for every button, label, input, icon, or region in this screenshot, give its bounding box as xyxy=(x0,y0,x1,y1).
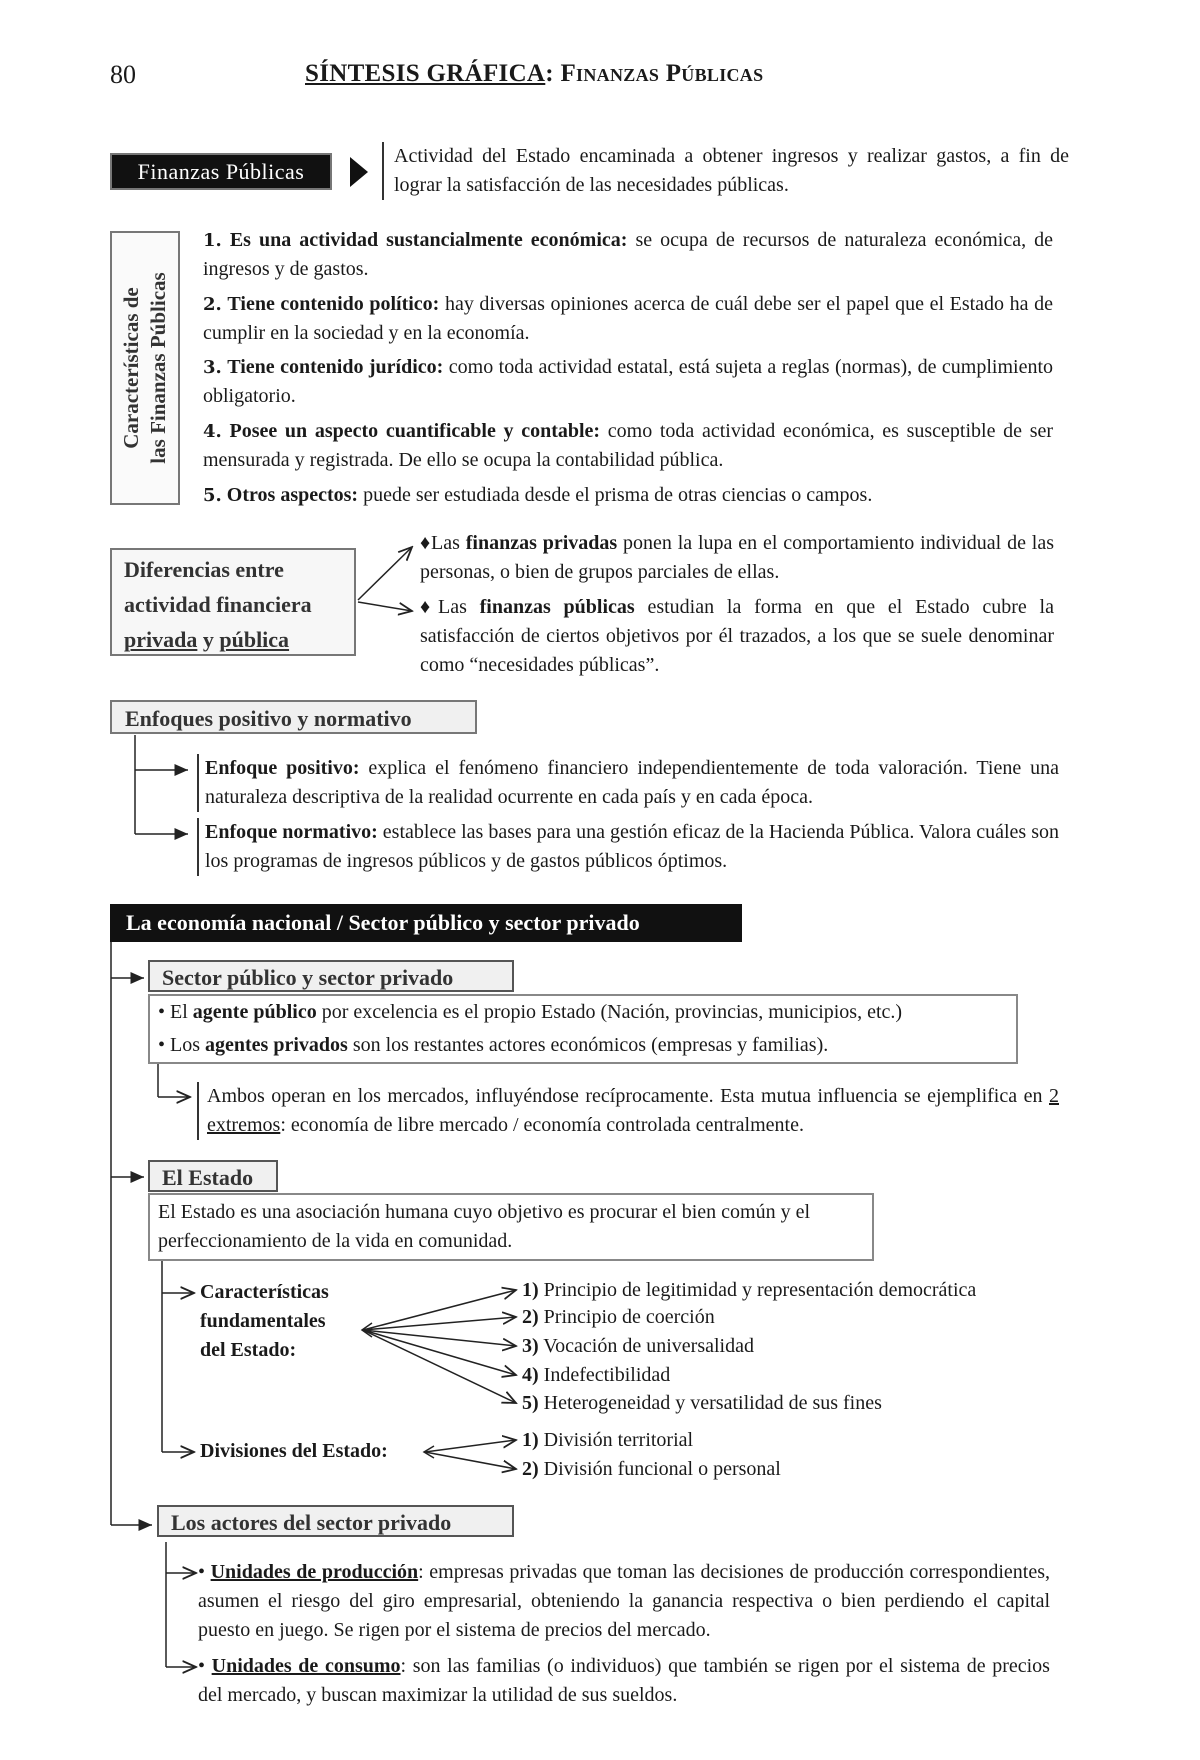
caracteristica-item: 4. Posee un aspecto cuantificable y contable: como toda actividad económica, es susceptible de ser mensurada y registrada. De ello se ocupa la contabilidad pública. xyxy=(203,420,1054,471)
bullet-icon: • xyxy=(198,1655,212,1677)
ambos-text: Ambos operan en los mercados, influyéndose recíprocamente. Esta mutua influencia se ejemplifica en 2 extremos: economía de libre mercado / economía controlada centralmente. xyxy=(197,1082,1059,1140)
fundamental-item: 1) Principio de legitimidad y representación democrática xyxy=(522,1279,977,1301)
diamond-bullet-icon: ♦ xyxy=(420,532,432,554)
economia-title: La economía nacional / Sector público y sector privado xyxy=(110,904,742,942)
enfoque-item: Enfoque positivo: explica el fenómeno financiero independientemente de toda valoración. Tiene una naturaleza descriptiva de la realidad ocurrente en cada país y en cada época. xyxy=(197,754,1059,812)
caracteristica-item: 3. Tiene contenido jurídico: como toda actividad estatal, está sujeta a reglas (normas), de cumplimiento obligatorio. xyxy=(203,356,1054,407)
caracteristica-item: 1. Es una actividad sustancialmente económica: se ocupa de recursos de naturaleza económica, de ingresos y de gastos. xyxy=(203,229,1054,280)
title-part2: Finanzas Públicas xyxy=(553,60,764,87)
diferencias-label: Diferencias entre actividad financiera privada y pública xyxy=(110,548,356,656)
diferencia-item: ♦Las finanzas públicas estudian la forma en que el Estado cubre la satisfacción de ciertos objetivos por él trazados, a los que se suele denominar como “necesidades públicas”. xyxy=(420,596,1054,676)
estado-box xyxy=(148,1193,874,1261)
sector-box xyxy=(148,994,1018,1064)
finanzas-label: Finanzas Públicas xyxy=(110,153,332,190)
enfoques-title: Enfoques positivo y normativo xyxy=(110,700,477,734)
caracteristica-item: 2. Tiene contenido político: hay diversas opiniones acerca de cuál debe ser el papel que el Estado ha de cumplir en la sociedad y en la economía. xyxy=(203,293,1053,344)
caracteristica-title: Otros aspectos: xyxy=(226,484,359,506)
title-part1: SÍNTESIS GRÁFICA xyxy=(305,60,546,87)
fundamental-item: 5) Heterogeneidad y versatilidad de sus fines xyxy=(522,1392,882,1414)
fundamental-item: 3) Vocación de universalidad xyxy=(522,1335,754,1357)
sector-item: • El agente público por excelencia es el propio Estado (Nación, provincias, municipios, etc.) xyxy=(158,1001,903,1023)
caracteristicas-label xyxy=(110,231,180,505)
bullet-icon: • xyxy=(158,1034,171,1056)
divisiones-label: Divisiones del Estado: xyxy=(200,1440,388,1462)
diamond-bullet-icon: ♦ xyxy=(420,596,438,618)
estado-definition: El Estado es una asociación humana cuyo objetivo es procurar el bien común y el perfeccionamiento de la vida en comunidad. xyxy=(158,1201,811,1252)
division-item: 2) División funcional o personal xyxy=(522,1458,781,1480)
fundamental-item: 4) Indefectibilidad xyxy=(522,1364,671,1386)
page-title xyxy=(305,60,763,88)
caracteristicas-label-line1: Características de xyxy=(119,287,143,449)
sector-title: Sector público y sector privado xyxy=(148,960,514,992)
caracteristica-title: Tiene contenido político: xyxy=(227,293,440,315)
actor-item: • Unidades de producción: empresas privadas que toman las decisiones de producción correspondientes, asumen el riesgo del giro empresarial, obteniendo la ganancia respectiva o bien perdiendo el capital puesto en juego. Se rigen por el sistema de precios del mercado. xyxy=(198,1561,1050,1641)
actor-item: • Unidades de consumo: son las familias (o individuos) que también se rigen por el sistema de precios del mercado, y buscan maximizar la utilidad de sus sueldos. xyxy=(198,1655,1050,1706)
caracteristicas-label-line2: las Finanzas Públicas xyxy=(146,272,170,464)
estado-title: El Estado xyxy=(148,1160,278,1192)
finanzas-definition: Actividad del Estado encaminada a obtener ingresos y realizar gastos, a fin de lograr la satisfacción de las necesidades públicas. xyxy=(382,142,1069,200)
division-item: 1) División territorial xyxy=(522,1429,694,1451)
actores-title: Los actores del sector privado xyxy=(157,1505,514,1537)
page-number: 80 xyxy=(110,60,136,89)
finanzas-arrow xyxy=(350,157,368,187)
enfoque-item: Enfoque normativo: establece las bases para una gestión eficaz de la Hacienda Pública. Valora cuáles son los programas de ingresos públicos y de gastos públicos óptimos. xyxy=(197,818,1059,876)
bullet-icon: • xyxy=(158,1001,171,1023)
sector-item: • Los agentes privados son los restantes actores económicos (empresas y familias). xyxy=(158,1034,829,1056)
fundamental-item: 2) Principio de coerción xyxy=(522,1306,715,1328)
caracteristica-item: 5. Otros aspectos: puede ser estudiada desde el prisma de otras ciencias o campos. xyxy=(203,484,873,506)
caracteristica-title: Posee un aspecto cuantificable y contable: xyxy=(229,420,601,442)
diferencia-item: ♦Las finanzas privadas ponen la lupa en el comportamiento individual de las personas, o bien de grupos parciales de ellas. xyxy=(420,532,1054,583)
title-colon: : xyxy=(545,60,554,87)
caracteristica-title: Tiene contenido jurídico: xyxy=(227,356,444,378)
caracteristicas-fundamentales-label: Características fundamentales del Estado: xyxy=(200,1281,329,1361)
caracteristica-title: Es una actividad sustancialmente económica: xyxy=(229,229,628,251)
bullet-icon: • xyxy=(198,1561,211,1583)
